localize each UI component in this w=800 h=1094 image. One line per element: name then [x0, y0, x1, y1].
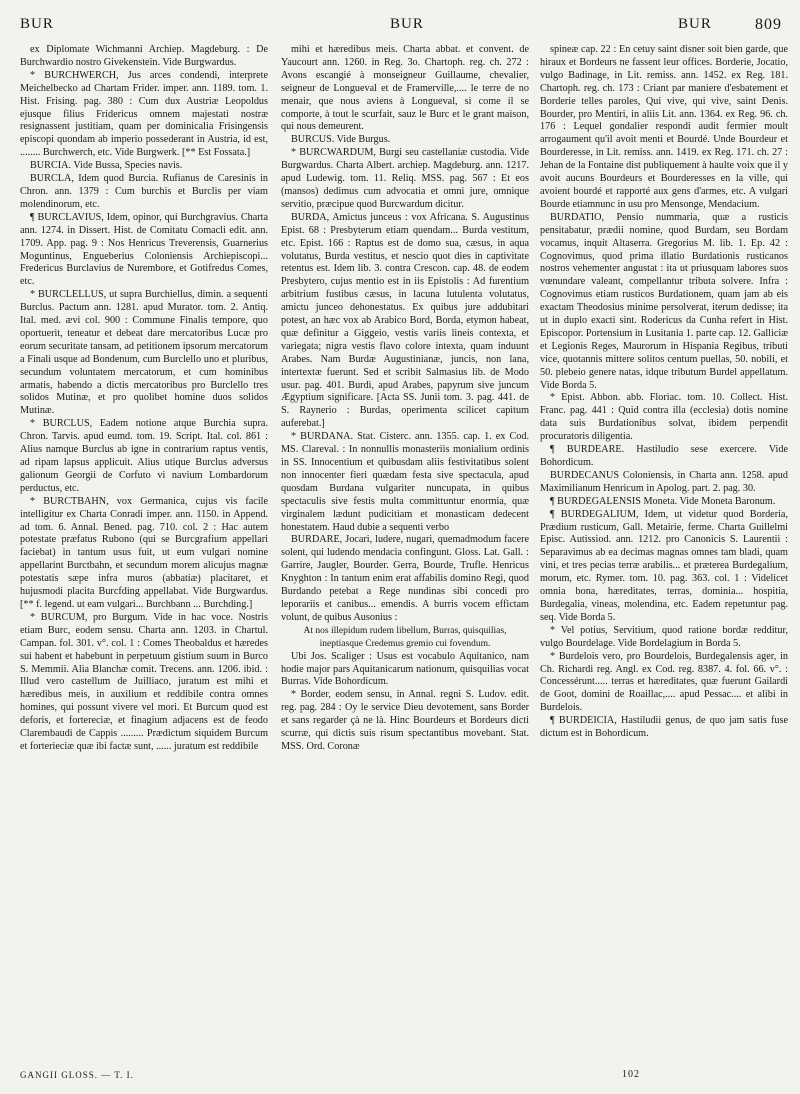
entry: * BURCLELLUS, ut supra Burchiellus, dimin. a sequenti Burclus. Pactum ann. 1281. apud Murator. tom. 2. Antiq. Ital. med. ævi col. 900 : Commune Finalis tempore, quo oportuerit, teneatur et debeat dare mercatoribus Lucæ pro eorum securitate tansam, ad petitionem ipsorum mercatorum a Finali usque ad Bondenum, cum Burclello uno et pluribus, secundum voluntatem mercatorum, et cum hominibus armatis, habendo a dictis mercatoribus pro Burclello tres solidos Mutinæ, et pro quolibet homine duos solidos Mutinæ. [20, 289, 268, 417]
page-footer [20, 1066, 780, 1080]
verse-quote: At nos illepidum rudem libellum, Burras, quisquilias, ineptiasque Credemus gremio cui fovendum. [303, 625, 507, 649]
entry: * BURCLUS, Eadem notione atque Burchia supra. Chron. Tarvis. apud eumd. tom. 19. Script. Ital. col. 861 : Alius namque Burclus ab igne in contrarium raptus ventis, ad ripam lapsus applicuit. Alius utique Burclus adversus galionum Georgii de Corfuto vi navium Lombardorum perductus, etc. [20, 418, 268, 494]
entry: BURCIA. Vide Bussa, Species navis. [30, 160, 183, 172]
column-left [20, 44, 268, 1064]
entry: * BURCWARDUM, Burgi seu castellaniæ custodia. Vide Burgwardus. Charta Albert. archiep. Magdeburg. ann. 1217. apud Ludewig. tom. 11. Reliq. MSS. pag. 567 : Et eos (mansos) dedimus cum advocatia et omni jure, omnique servitio, præcipue quod Burcwardum dicitur. [281, 147, 529, 210]
entry: spineæ cap. 22 : En cetuy saint disner soit bien garde, que hiraux et Bordeurs ne fassent leur offices. Borderie, Jocatio, vulgo Badinage, in Lit. remiss. ann. 1452. ex Reg. 181. Chartoph. reg. ch. 173 : Criant par maniere d'esbatement et Borderie telles paroles, Qui vive, qui vive, saint Denis. Bourder, pro Mentiri, in aliis Lit. ann. 1364. ex Reg. 96. ch. 176 : Lequel gondalier respondi audit fermier moult arrogaument qu'il avoit menti et Bourdé. Unde Bourdeur et Bourderesse, in Lit. remiss. ann. 1419. ex Reg. 171. ch. 27 : Jehan de la Fontaine dist publiquement à haulte voix que il y avoit aucuns Bourdeurs et Bourderesses en la ville, qui avoient bourdé et rapporté aux gens d'armes, etc. A vulgari Bourde etiamnunc in usu pro Mensonge, Mendacium. [540, 44, 788, 210]
entry: * Border, eodem sensu, in Annal. regni S. Ludov. edit. reg. pag. 284 : Oy le service Dieu devotement, sans Border et sans regarder çà ne là. Hinc Bourdeurs et Bordeurs dicti scurræ, qui dictis suis risum spectantibus movebant. Stat. MSS. Ord. Coronæ [281, 689, 529, 752]
column-middle [281, 44, 529, 1064]
running-header [14, 14, 782, 38]
header-left-word: BUR [20, 16, 54, 32]
entry: * BURCUM, pro Burgum. Vide in hac voce. Nostris etiam Burc, eodem sensu. Charta ann. 1203. in Chartul. Campan. fol. 301. v°. col. 1 : Comes Theobaldus et hæredes sui habent et habebunt in perpetuum gistium suum in Burco S. Memmii. Alia Blanchæ comit. Trecens. ann. 1206. ibid. : Illud vero castellum de Juilliaco, juratum est mihi et hæredibus meis, in auxilium et reddibile contra omnes homines, qui possunt vivere vel mori. Et Burcum quod est deforis, et fortereciæ, et finagium adjacens est de feodo Clarembaudi de Cappis ......... Prædictum siquidem Burcum et forterieciæ quæ ibi factæ sunt, ...... juratum est reddibile [20, 611, 268, 752]
entry: * BURCHWERCH, Jus arces condendi, interprete Meichelbecko ad Chartam Frider. imper. ann. 1189. tom. 1. Hist. Frising. pag. 380 : Cum dux Austriæ Leopoldus ejusque filius Fridericus omnem majestati nostræ resignassent justitiam, quam per dominicalia Frisingensis episcopi quondam ab imperio possederant in Austria, id est, ........ Burchwerch, etc. Vide Burgwerk. [** Est Fossata.] [20, 69, 268, 159]
entry: * Vel potius, Servitium, quod ratione bordæ redditur, vulgo Bourdelage. Vide Bordelagium in Borda 5. [540, 624, 788, 649]
column-right [540, 44, 788, 1064]
entry: BURCUS. Vide Burgus. [291, 134, 391, 146]
entry: BURCLA, Idem quod Burcia. Rufianus de Caresinis in Chron. ann. 1379 : Cum burchis et Burclis per viam molendinorum, etc. [20, 173, 268, 210]
entry: ¶ BURDEICIA, Hastiludii genus, de quo jam satis fuse dictum est in Bohordicum. [540, 715, 788, 740]
entry: ¶ BURDEGALENSIS Moneta. Vide Moneta Baronum. [550, 495, 776, 507]
entry: BURDECANUS Coloniensis, in Charta ann. 1258. apud Maximilianum Henricum in Apolog. part. 2. pag. 30. [540, 469, 788, 494]
entry: Ubi Jos. Scaliger : Usus est vocabulo Aquitanico, nam hodie major pars Aquitanicarum nationum, quisquilias vocat Burras. Vide Bohordicum. [281, 650, 529, 688]
entry: BURDARE, Jocari, ludere, nugari, quemadmodum facere solent, qui ludendo mendacia confingunt. Gloss. Lat. Gall. : Garrire, Jaugler, Bourder. Gerra, Bourde, Trufle. Henricus Knyghton : In tantum enim erat affabilis domino Regi, quod Burdando petebat a Rege nundinas sibi concedi pro leporariis et canibus... emendis. A burris vocem effictam volunt, de quibus Ausonius : [281, 534, 529, 623]
entry: BURDATIO, Pensio nummaria, quæ a rusticis pensitabatur, prædii nomine, quod Burdam, seu Bordam vocamus, inquit Altaserra. Gregorius M. lib. 1. Ep. 42 : Cognovimus, quod prima illatio Burdationis rusticanos nostros vehementer angustat : ita ut priusquam labores suos vœnundare valeant, compellantur tributa solvere. Infra : Cognovimus etiam rusticos Burdationem, quam jam ab eis exactam Theodosius minime persolverat, iterum dedisse; ita ut in duplo exacti sint. Rodericus da Cunha refert in Hist. Episcopor. Portensium in Lusitania 1. parte cap. 12. Galliciæ et Legionis Reges, Maurorum in Hispania Regibus, tributi vice, quotannis mittere solitos centum puellas, 50. nobili, et 50. plebeio genere natas, idque tributum Burdel appellatum. Vide Borda 5. [540, 211, 788, 391]
header-right-word: BUR [678, 16, 712, 32]
entry: * Epist. Abbon. abb. Floriac. tom. 10. Collect. Hist. Franc. pag. 441 : Quid contra illa (ecclesia) dotis nomine data suis Burdationibus solvat, ibidem perpendit procuratoris diligentia. [540, 392, 788, 443]
sheet-number: 102 [622, 1069, 640, 1080]
entry: * Burdelois vero, pro Bourdelois, Burdegalensis ager, in Ch. Richardi reg. Angl. ex Cod. reg. 8387. 4. fol. 66. v°. : Concessérunt..... terras et hæreditates, quæ fuerunt Gailardi de Goot, domini de Roaillac,.... apud Pessac.... et alibi in Burdelois. [540, 650, 788, 714]
page-number: 809 [755, 16, 782, 33]
entry: ¶ BURDEARE. Hastiludio sese exercere. Vide Bohordicum. [540, 444, 788, 468]
header-center-word: BUR [390, 16, 424, 32]
entry: mihi et hæredibus meis. Charta abbat. et convent. de Yaucourt ann. 1260. in Reg. 3o. Chartoph. reg. ch. 272 : Avons escangié à monseigneur Guillaume, chevalier, seigneur de Longueval et de Framerville,.... le terre de no menair, que nous aviens à Longueval, si come il se comporte, à tout le scurfait, sauz le Burc et le grant maison, qui nous demeurent. [281, 44, 529, 133]
entry: ex Diplomate Wichmanni Archiep. Magdeburg. : De Burchwardio nostro Givekenstein. Vide Burgwardus. [20, 44, 268, 68]
entry: BURDA, Amictus junceus : vox Africana. S. Augustinus Epist. 68 : Presbyterum etiam quendam... Burda vestitum, etc. Epist. 166 : Raptus est de domo sua, cæsus, in aqua volutatus, Burda vestitus, et nescio quot dies in captivitate retentus est. Idem lib. 3. contra Crescon. cap. 48. de eodem Presbytero, cujus mentio est in iis Epistolis : Ad furentium arbitrium fustibus cæsus, in lacuna lutulenta volutatus, amictu junceo dehonestatus. Ex quibus jure addubitari potest, an hæc vox ab Arabico Bord, Borda, etymon habeat, quæ definitur a Giggeio, vestis variis lineis contexta, et variegata; nigra vestis flavo colore intexta, quam induunt Arabes. Nam Burdæ Augustinianæ, juncis, non lana, intertextæ fuerunt. Sed et scribit Salmasius lib. de Modo usur. pag. 401. Burdi, apud Arabes, papyrum sive juncum Ægyptium significare. [Acta SS. Junii tom. 3. pag. 441. de S. Raynerio : Burdas, operimenta scilicet capitum auferebat.] [281, 211, 529, 430]
entry: * BURDANA. Stat. Cisterc. ann. 1355. cap. 1. ex Cod. MS. Clareval. : In nonnullis monasteriis monialium ordinis in SS. Innocentium et quibusdam aliis festivitatibus solent non innocenter fieri quædam festa sive spectacula, apud quosdam Burdana vulgariter nuncupata, in quibus spectaculis sive festis multa committuntur enormia, quæ virginalem lædunt pudicitiam et monasticam dedecent honestatem. Haud dubie a sequenti verbo [281, 431, 529, 533]
entry: ¶ BURCLAVIUS, Idem, opinor, qui Burchgravius. Charta ann. 1274. in Dissert. Hist. de Comitatu Comacli edit. ann. 1709. App. pag. 9 : Nos Henricus Treverensis, Guarnerius Moguntinus, Engueberius Coloniensis Archiepiscopi... Fredericus Burclavius de Nurembore, et Gotifredus Comes, etc. [20, 211, 268, 288]
signature-mark: GANGII GLOSS. — T. I. [20, 1070, 134, 1080]
entry: * BURCTBAHN, vox Germanica, cujus vis facile intelligitur ex Charta Conradi imper. ann. 1150. in Append. ad tom. 6. Annal. Bened. pag. 710. col. 2 : Hac autem potestate præfatus Rubono (qui se Burcgrafium appellari faciebat) in tantum usus fuit, ut eum vulgari nomine appellarint Burctbahn, et secundum morem alicujus magnæ potestatis sæpe infra muros (abbatiæ) placitaret, et hujusmodi placita Burcfding appellabat. Vide Burgwardus. [** f. legend. ut eam vulgari... Burchbann ... Burchding.] [20, 495, 268, 610]
entry: ¶ BURDEGALIUM, Idem, ut videtur quod Borderia, Prædium rusticum, Gall. Metairie, ferme. Charta Guillelmi Episc. Autissiod. ann. 1212. pro Canonicis S. Laurentii : Separavimus ab ea decimas magnas omnes tam bladi, quam vini, et tres pecias terræ arabilis... et præterea Burdegalium, morum, etc. Rymer. tom. 10. pag. 363. col. 1 : Videlicet omnia bona, hæreditates, terras, dominia... hospitia, Burdegalia, vineas, molendina, etc. Eadem repetuntur pag. seq. Vide Borda 5. [540, 508, 788, 623]
